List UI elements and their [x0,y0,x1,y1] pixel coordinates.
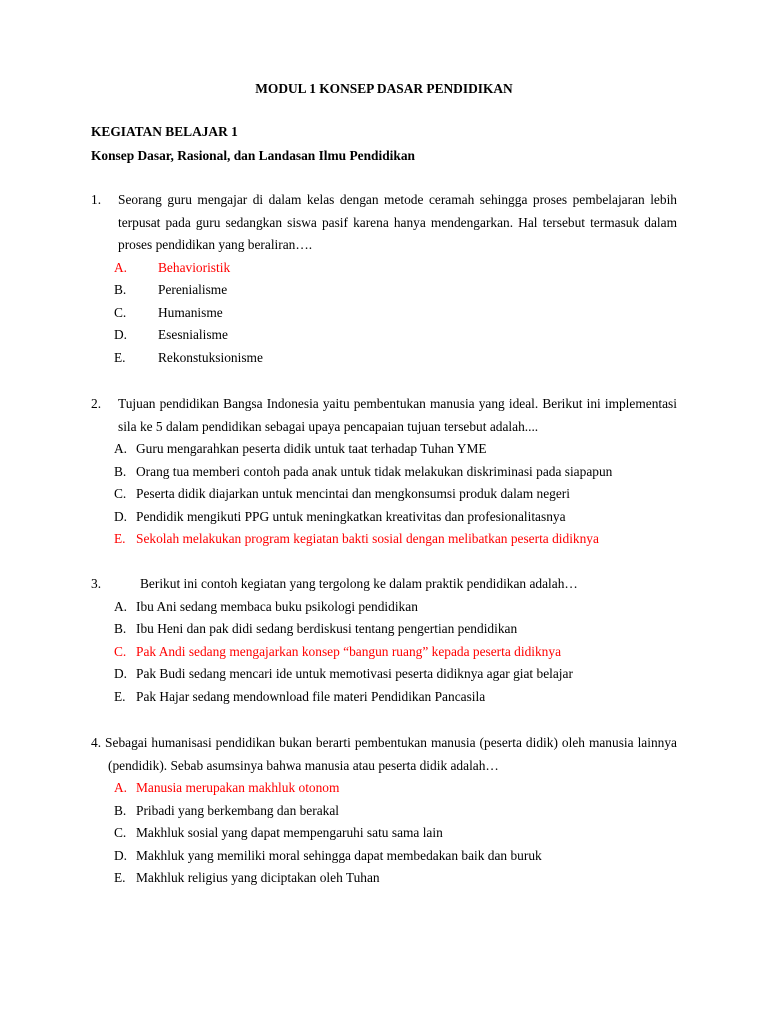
option-a [91,438,677,461]
option-b [91,800,677,823]
option-text: Manusia merupakan makhluk otonom [136,780,340,795]
option-text: Pendidik mengikuti PPG untuk meningkatkan kreativitas dan profesionalitasnya [136,508,566,524]
option-text: Ibu Ani sedang membaca buku psikologi pendidikan [136,598,418,614]
option-a [91,596,677,619]
option-letter: E. [114,688,126,704]
option-letter: B. [114,621,127,636]
option-d [91,506,677,529]
question-2 [91,393,677,551]
option-b [91,279,677,302]
question-stem [91,573,677,596]
option-text: Sekolah melakukan program kegiatan bakti sosial dengan melibatkan peserta didiknya [136,531,599,546]
question-stem [91,393,677,438]
option-c [91,483,677,506]
option-text: Pak Budi sedang mencari ide untuk memotivasi peserta didiknya agar giat belajar [136,666,573,681]
question-stem [91,189,677,257]
option-letter: E. [114,870,126,885]
section-heading: KEGIATAN BELAJAR 1 [91,124,238,139]
option-c [91,302,677,325]
option-text: Makhluk sosial yang dapat mempengaruhi satu sama lain [136,825,443,840]
option-text: Orang tua memberi contoh pada anak untuk tidak melakukan diskriminasi pada siapapun [136,463,613,479]
option-e [91,867,677,890]
option-text: Peserta didik diajarkan untuk mencintai dan mengkonsumsi produk dalam negeri [136,486,570,501]
option-d [91,663,677,686]
option-text: Perenialisme [158,282,228,297]
section-subheading: Konsep Dasar, Rasional, dan Landasan Ilmu Pendidikan [91,148,415,163]
option-text: Makhluk yang memiliki moral sehingga dapat membedakan baik dan buruk [136,847,542,863]
option-letter: D. [114,666,128,681]
question-number: 4. [91,735,102,750]
option-c [91,822,677,845]
question-1 [91,189,677,369]
option-a [91,777,677,800]
option-text: Guru mengarahkan peserta didik untuk taat terhadap Tuhan YME [136,441,487,456]
question-number: 2. [91,396,102,411]
option-letter: D. [114,847,128,863]
option-text: Ibu Heni dan pak didi sedang berdiskusi tentang pengertian pendidikan [136,621,518,636]
option-letter: C. [114,643,127,659]
option-letter: A. [114,259,128,275]
option-text: Rekonstuksionisme [158,349,263,365]
question-text: Seorang guru mengajar di dalam kelas dengan metode ceramah sehingga proses pembelajaran lebih terpusat pada guru sedangkan siswa pasif karena hanya mendengarkan. Hal tersebut termasuk dalam proses pendidikan yang beraliran…. [118,192,677,252]
option-letter: D. [114,327,128,342]
option-letter: E. [114,531,126,546]
option-letter: B. [114,463,127,479]
option-letter: C. [114,304,127,320]
option-text: Makhluk religius yang diciptakan oleh Tuhan [136,870,380,885]
option-letter: B. [114,802,127,818]
question-3 [91,573,677,708]
question-number: 1. [91,192,102,207]
option-text: Behavioristik [158,259,231,275]
option-letter: A. [114,441,128,456]
option-d [91,324,677,347]
option-c [91,641,677,664]
question-text: Tujuan pendidikan Bangsa Indonesia yaitu pembentukan manusia yang ideal. Berikut ini implementasi sila ke 5 dalam pendidikan sebagai upaya pencapaian tujuan tersebut adalah.... [118,396,677,434]
option-text: Pribadi yang berkembang dan berakal [136,802,340,818]
option-text: Pak Hajar sedang mendownload file materi Pendidikan Pancasila [136,688,486,704]
option-text: Humanisme [158,304,223,320]
option-letter: C. [114,486,127,501]
option-e [91,528,677,551]
question-stem [91,732,677,777]
question-text: Berikut ini contoh kegiatan yang tergolong ke dalam praktik pendidikan adalah… [140,576,578,591]
document-title: MODUL 1 KONSEP DASAR PENDIDIKAN [255,81,513,96]
question-4 [91,732,677,890]
option-letter: A. [114,598,128,614]
question-text: Sebagai humanisasi pendidikan bukan berarti pembentukan manusia (peserta didik) oleh manusia lainnya (pendidik). Sebab asumsinya bahwa manusia atau peserta didik adalah… [105,735,677,773]
option-e [91,686,677,709]
question-number: 3. [91,576,102,591]
option-b [91,461,677,484]
option-d [91,845,677,868]
option-b [91,618,677,641]
option-e [91,347,677,370]
option-text: Pak Andi sedang mengajarkan konsep “bangun ruang” kepada peserta didiknya [136,643,562,659]
option-a [91,257,677,280]
option-letter: B. [114,282,127,297]
option-letter: A. [114,780,128,795]
option-letter: C. [114,825,127,840]
option-text: Esesnialisme [158,327,228,342]
option-letter: E. [114,349,126,365]
option-letter: D. [114,508,128,524]
